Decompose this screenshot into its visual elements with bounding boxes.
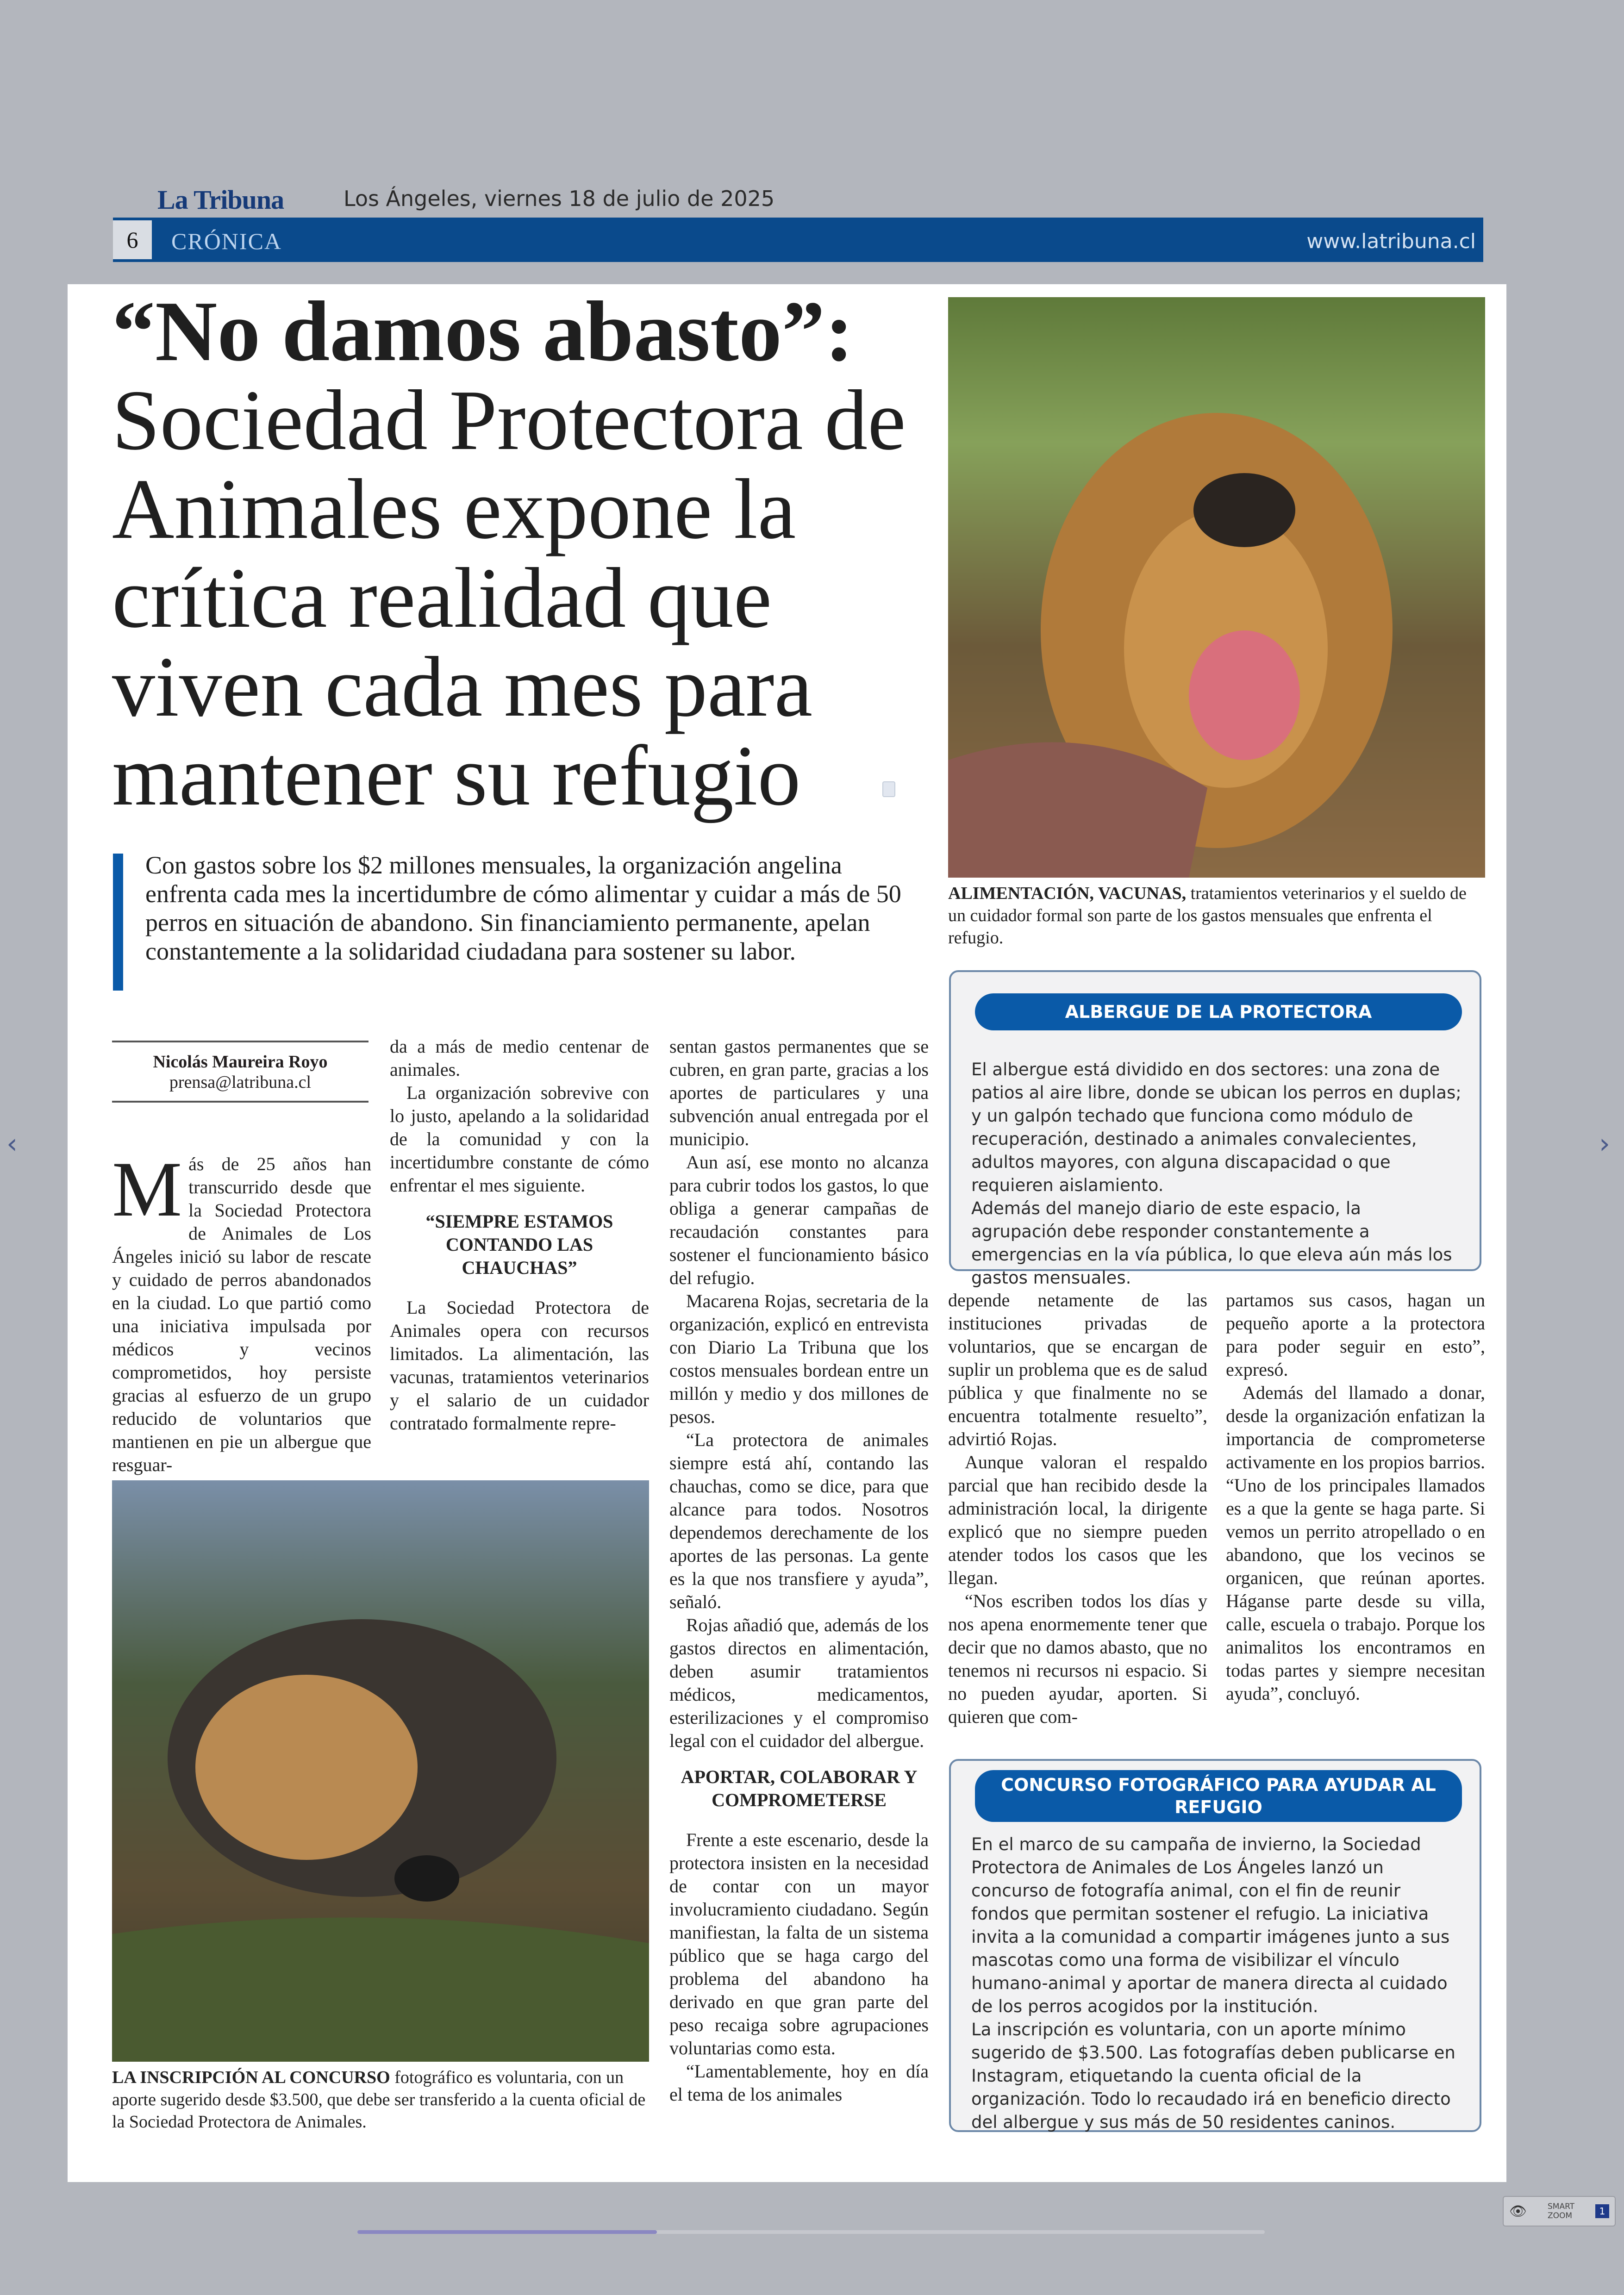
section-name: CRÓNICA bbox=[171, 228, 282, 254]
box-paragraph: En el marco de su campaña de invierno, la Sociedad Protectora de Animales de Los Ángeles lanzó un concurso de fotografía animal, con el fin de reunir fondos que permitan sostener el refugio. La iniciativa invita a la comunidad a compartir imágenes junto a sus mascotas como una forma de visibilizar el vínculo humano-animal y aportar de manera directa al cuidado de los perros acogidos por la institución. bbox=[971, 1834, 1450, 2016]
info-box-concurso bbox=[949, 1759, 1481, 2132]
article-paragraph: Macarena Rojas, secretaria de la organización, explicó en entrevista con Diario La Tribuna que los costos mensuales bordean entre un millón y medio y dos millones de pesos. bbox=[669, 1291, 929, 1427]
newspaper-logo: La Tribuna bbox=[157, 185, 284, 215]
box-paragraph: El albergue está dividido en dos sectores: una zona de patios al aire libre, donde se ubican los perros en duplas; y un galpón techado que funciona como módulo de recuperación, destinado a animales convalecientes, adultos mayores, con alguna discapacidad o que requieren aislamiento. bbox=[971, 1060, 1462, 1195]
article-paragraph: “Nos escriben todos los días y nos apena enormemente tener que decir que no damos abasto, que no tenemos ni recursos ni espacio. Si no pueden ayudar, aporten. Si quieren que com- bbox=[948, 1590, 1207, 1727]
box-title: CONCURSO FOTOGRÁFICO PARA AYUDAR AL REFUGIO bbox=[975, 1770, 1462, 1822]
article-paragraph: “La protectora de animales siempre está ahí, contando las chauchas, como se dice, para que alcance para todos. Nosotros dependemos derechamente de los aportes de las personas. La gente es la que nos transfiere y ayuda”, señaló. bbox=[669, 1429, 929, 1612]
section-bar bbox=[113, 218, 1483, 262]
next-page-chevron-icon[interactable]: › bbox=[1599, 1128, 1610, 1160]
lede-accent-bar bbox=[113, 854, 123, 991]
dog-photo-bottom bbox=[112, 1480, 649, 2062]
smart-zoom-button[interactable] bbox=[1503, 2196, 1616, 2226]
byline bbox=[112, 1041, 369, 1103]
dog-photo-top bbox=[948, 297, 1485, 878]
reading-progress-fill bbox=[357, 2230, 657, 2234]
photo-bottom-caption: LA INSCRIPCIÓN AL CONCURSO fotográfico es voluntaria, con un aporte sugerido desde $3.500, que debe ser transferido a la cuenta oficial de la Sociedad Protectora de Animales. bbox=[112, 2068, 646, 2132]
previous-page-chevron-icon[interactable]: ‹ bbox=[6, 1128, 18, 1160]
annotation-icon[interactable] bbox=[882, 781, 895, 797]
article-paragraph: Frente a este escenario, desde la protectora insisten en la necesidad de contar con un mayor involucramiento ciudadano. Según manifiestan, la falta de un sistema público que se haga cargo del problema del abandono ha derivado en que gran parte del peso recaiga sobre agrupaciones voluntarias como esta. bbox=[669, 1829, 929, 2058]
headline-quote: “No damos abasto”: bbox=[112, 284, 854, 379]
box-title: ALBERGUE DE LA PROTECTORA bbox=[975, 993, 1462, 1030]
website-url: www.latribuna.cl bbox=[1306, 230, 1476, 253]
box-body bbox=[971, 1833, 1462, 2134]
article-paragraph: Además del llamado a donar, desde la organización enfatizan la importancia de comprometerse activamente en los propios barrios. “Uno de los principales llamados es a que la gente se haga parte. Si vemos un perrito atropellado o en abandono, que los vecinos se organicen, que reúnan aportes. Háganse parte desde su villa, calle, escuela o trabajo. Porque los animalitos los encontramos en todas partes y siempre necesitan ayuda”, concluyó. bbox=[1226, 1382, 1485, 1704]
article-paragraph: “Lamentablemente, hoy en día el tema de los animales bbox=[669, 2061, 929, 2105]
smart-zoom-label: SMART ZOOM bbox=[1548, 2202, 1575, 2220]
headline bbox=[112, 284, 918, 823]
zoom-count-badge: 1 bbox=[1595, 2204, 1609, 2218]
subheading: APORTAR, COLABORAR Y COMPROMETERSE bbox=[681, 1766, 918, 1810]
author-name: Nicolás Maureira Royo bbox=[153, 1052, 328, 1072]
article-paragraph: Rojas añadió que, además de los gastos directos en alimentación, deben asumir tratamientos médicos, medicamentos, esterilizaciones y el compromiso legal con el cuidador del albergue. bbox=[669, 1615, 929, 1751]
page-number: 6 bbox=[113, 220, 152, 259]
lede: Con gastos sobre los $2 millones mensuales, la organización angelina enfrenta cada mes la incertidumbre de cómo alimentar y cuidar a más de 50 perros en situación de abandono. Sin financiamiento permanente, apelan constantemente a la solidaridad ciudadana para sostener su labor. bbox=[145, 851, 901, 965]
article-column-3 bbox=[669, 1035, 929, 2106]
article-paragraph: ás de 25 años han transcurrido desde que la Sociedad Protectora de Animales de Los Ángeles inició su labor de rescate y cuidado de perros abandonados en la ciudad. Lo que partió como una iniciativa impulsada por médicos y vecinos comprometidos, hoy persiste gracias al esfuerzo de un grupo reducido de voluntarios que mantienen en pie un albergue que resguar- bbox=[112, 1154, 371, 1475]
photo-top-caption: ALIMENTACIÓN, VACUNAS, tratamientos veterinarios y el sueldo de un cuidador formal son parte de los gastos mensuales que enfrenta el refugio. bbox=[948, 884, 1467, 948]
article-paragraph: sentan gastos permanentes que se cubren, en gran parte, gracias a los aportes de particulares y una subvención anual entregada por el municipio. bbox=[669, 1036, 929, 1149]
author-email: prensa@latribuna.cl bbox=[169, 1073, 312, 1092]
info-box-albergue bbox=[949, 970, 1481, 1288]
box-paragraph: La inscripción es voluntaria, con un aporte mínimo sugerido de $3.500. Las fotografías deben publicarse en Instagram, etiquetando la cuenta oficial de la organización. Todo lo recaudado irá en beneficio directo del albergue y sus más de 50 residentes caninos. bbox=[971, 2020, 1455, 2132]
box-paragraph: Además del manejo diario de este espacio, la agrupación debe responder constantemente a emergencias en la vía pública, lo que eleva aún más los gastos mensuales. bbox=[971, 1198, 1452, 1288]
article-paragraph: partamos sus casos, hagan un pequeño aporte a la protectora para poder seguir en esto”, expresó. bbox=[1226, 1290, 1485, 1380]
dog-illustration bbox=[112, 1480, 649, 2062]
article-paragraph: depende netamente de las instituciones privadas de voluntarios, que se encargan de suplir un problema que es de salud pública y que finalmente no se encuentra totalmente resuelto”, advirtió Rojas. bbox=[948, 1290, 1207, 1449]
drop-cap: M bbox=[112, 1146, 182, 1233]
article-paragraph: La organización sobrevive con lo justo, apelando a la solidaridad de la comunidad y con la incertidumbre constante de cómo enfrentar el mes siguiente. bbox=[390, 1082, 649, 1196]
article-column-1 bbox=[112, 1146, 371, 1477]
publication-date: Los Ángeles, viernes 18 de julio de 2025 bbox=[344, 186, 775, 211]
article-paragraph: La Sociedad Protectora de Animales opera con recursos limitados. La alimentación, las vacunas, tratamientos veterinarios y el salario de un cuidador contratado formalmente repre- bbox=[390, 1297, 649, 1434]
article-column-2 bbox=[390, 1035, 649, 1435]
box-body bbox=[971, 1058, 1462, 1290]
eye-icon: 👁 bbox=[1509, 2203, 1527, 2220]
article-column-5 bbox=[1226, 1289, 1485, 1705]
article-column-4 bbox=[948, 1289, 1207, 1728]
dog-illustration bbox=[948, 297, 1485, 878]
article-paragraph: Aun así, ese monto no alcanza para cubrir todos los gastos, lo que obliga a generar campañas de recaudación constantes para sostener el funcionamiento básico del refugio. bbox=[669, 1152, 929, 1288]
headline-rest: Sociedad Protectora de Animales expone la crítica realidad que viven cada mes para mantener su refugio bbox=[112, 373, 906, 823]
subheading: “SIEMPRE ESTAMOS CONTANDO LAS CHAUCHAS” bbox=[425, 1211, 613, 1278]
article-paragraph: da a más de medio centenar de animales. bbox=[390, 1036, 649, 1080]
article-paragraph: Aunque valoran el respaldo parcial que han recibido desde la administración local, la dirigente explicó que no siempre pueden atender todos los casos que les llegan. bbox=[948, 1452, 1207, 1588]
